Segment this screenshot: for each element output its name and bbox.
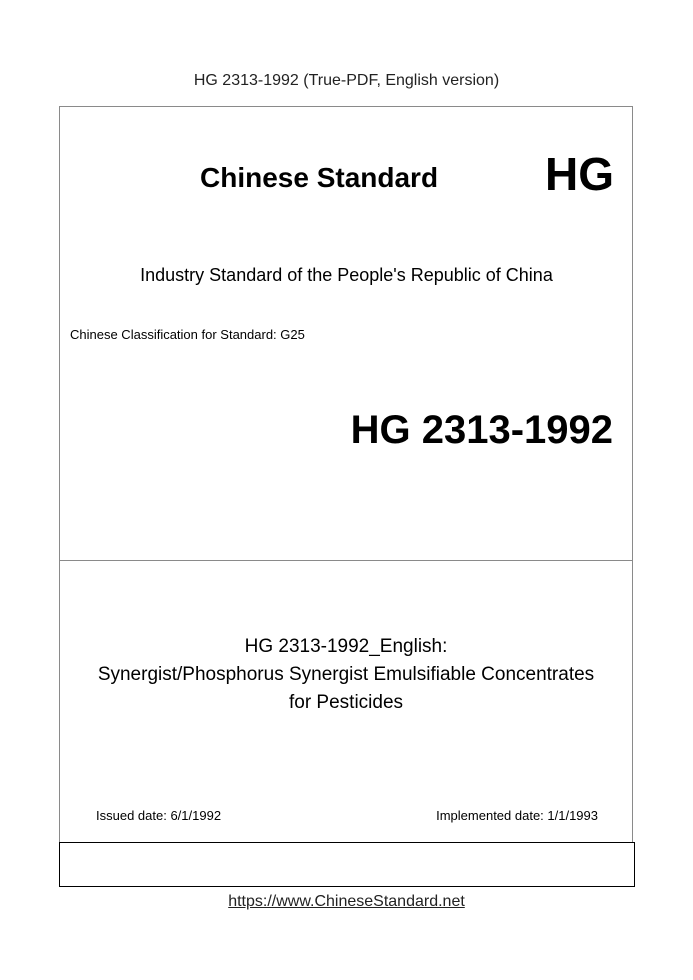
- cover-title: Chinese Standard: [200, 162, 439, 193]
- cover-bottom-frame: [59, 842, 635, 887]
- industry-statement: Industry Standard of the People's Republic of China: [140, 265, 553, 285]
- issued-date: Issued date: 6/1/1992: [96, 808, 222, 823]
- website-link[interactable]: https://www.ChineseStandard.net: [228, 893, 465, 910]
- document-title: [59, 633, 633, 717]
- document-title-line: Synergist/Phosphorus Synergist Emulsifiable Concentrates: [97, 664, 595, 685]
- document-title-line: HG 2313-1992_English:: [244, 636, 448, 657]
- standard-code: HG: [545, 148, 614, 200]
- document-title-line: for Pesticides: [288, 692, 404, 713]
- classification-label: Chinese Classification for Standard: G25: [70, 327, 305, 342]
- page-header: HG 2313-1992 (True-PDF, English version): [193, 72, 500, 89]
- implemented-date: Implemented date: 1/1/1993: [436, 808, 598, 823]
- standard-number: HG 2313-1992: [350, 408, 613, 452]
